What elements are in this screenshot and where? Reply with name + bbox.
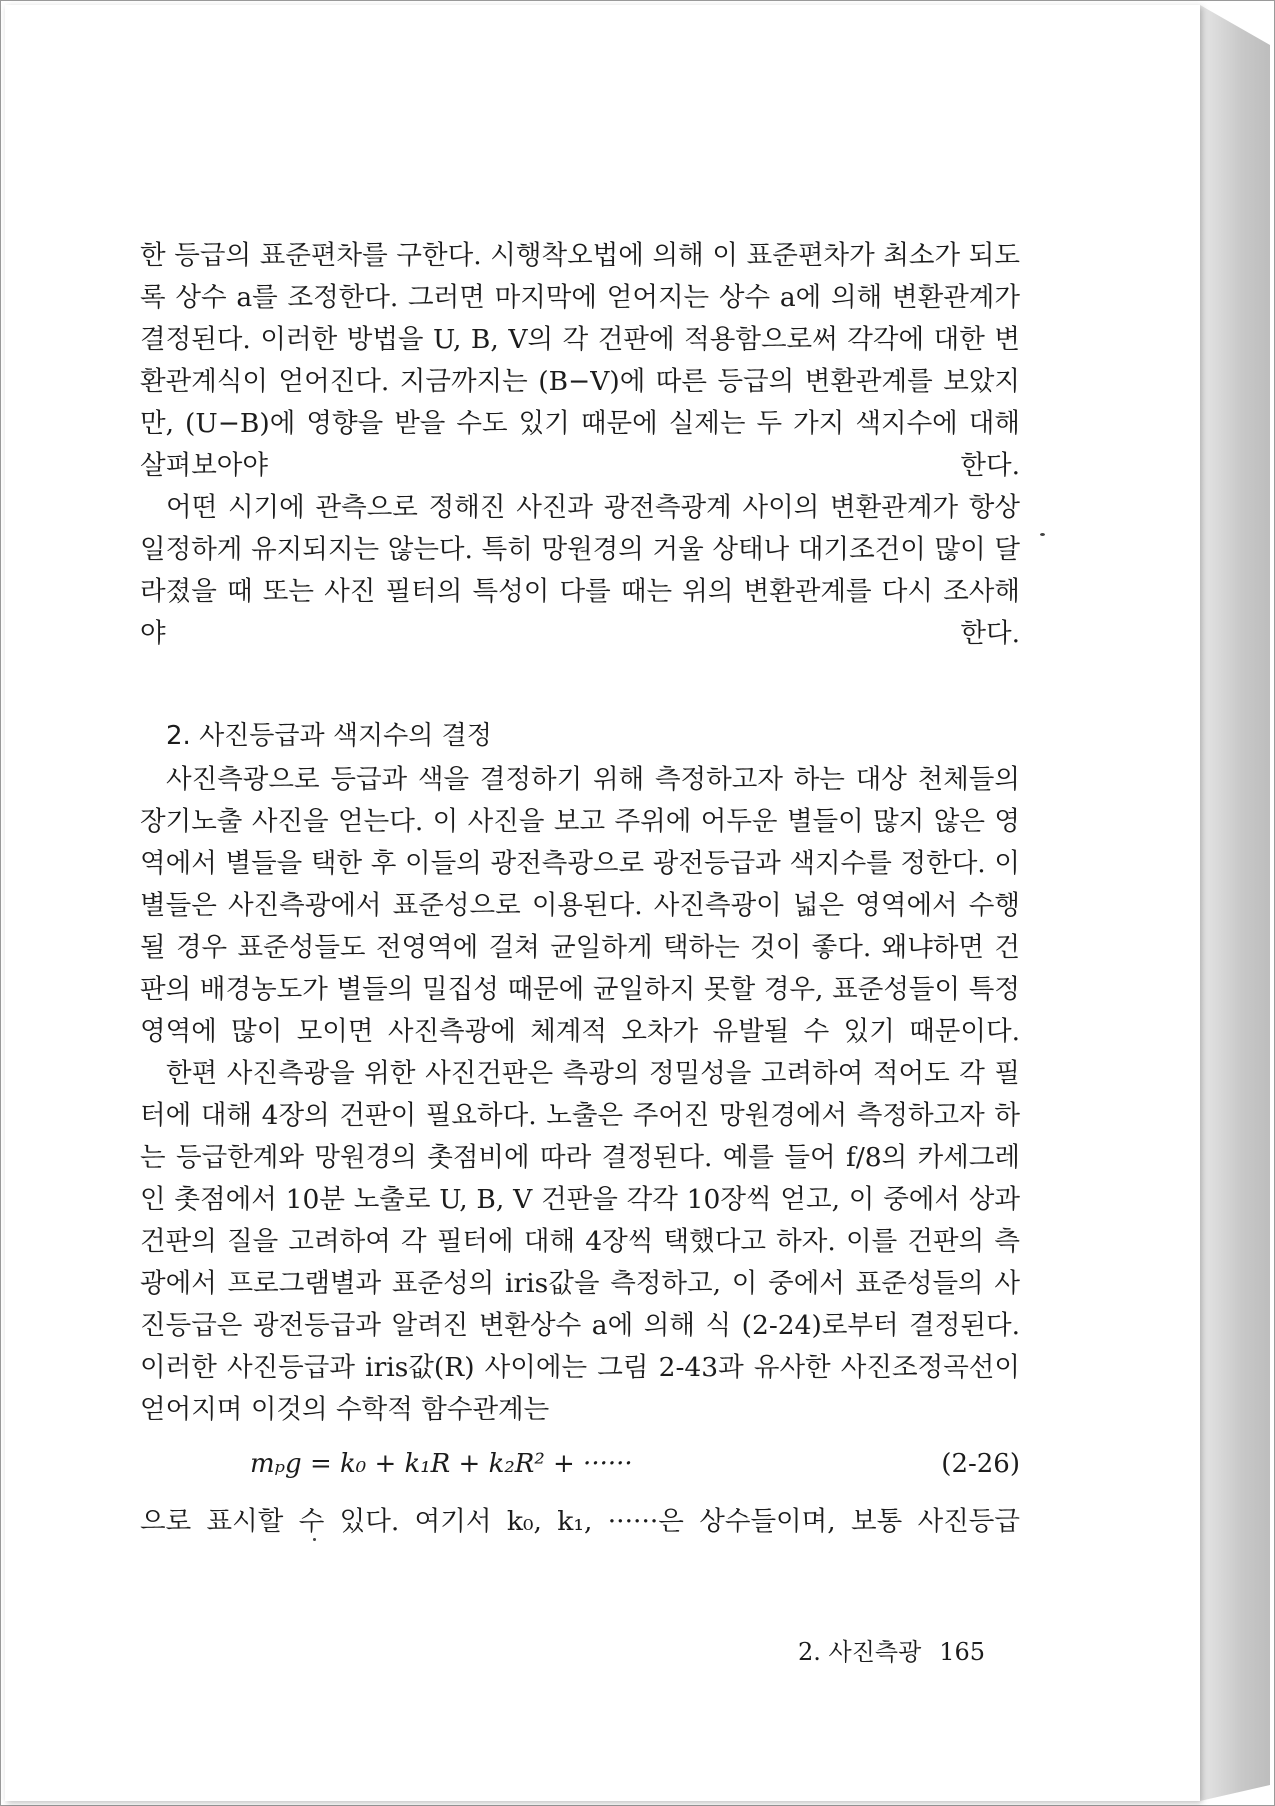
page-body — [140, 235, 1020, 1543]
equation-number: (2-26) — [941, 1449, 1020, 1479]
paragraph-1: 한 등급의 표준편차를 구한다. 시행착오법에 의해 이 표준편차가 최소가 되도록 상수 a를 조정한다. 그러면 마지막에 얻어지는 상수 a에 의해 변환관계가 결정된다. 이러한 방법을 U, B, V의 각 건판에 적용함으로써 각각에 대한 변환관계식이 얻어진다. 지금까지는 (B−V)에 따른 등급의 변환관계를 보았지만, (U−B)에 영향을 받을 수도 있기 때문에 실제는 두 가지 색지수에 대해 살펴보아야 한다. — [140, 240, 1020, 481]
paragraph-3: 사진측광으로 등급과 색을 결정하기 위해 측정하고자 하는 대상 천체들의 장기노출 사진을 얻는다. 이 사진을 보고 주위에 어두운 별들이 많지 않은 영역에서 별들을 택한 후 이들의 광전측광으로 광전등급과 색지수를 정한다. 이 별들은 사진측광에서 표준성으로 이용된다. 사진측광이 넓은 영역에서 수행될 경우 표준성들도 전영역에 걸쳐 균일하게 택하는 것이 좋다. 왜냐하면 건판의 배경농도가 별들의 밀집성 때문에 균일하지 못할 경우, 표준성들이 특정영역에 많이 모이면 사진측광에 체계적 오차가 유발될 수 있기 때문이다. — [140, 764, 1020, 1047]
footer-section-title: 2. 사진측광 — [798, 1638, 922, 1666]
paragraph-2: 어떤 시기에 관측으로 정해진 사진과 광전측광계 사이의 변환관계가 항상 일정하게 유지되지는 않는다. 특히 망원경의 거울 상태나 대기조건이 많이 달라졌을 때 또는 사진 필터의 특성이 다를 때는 위의 변환관계를 다시 조사해야 한다. — [140, 492, 1020, 649]
section-heading: 2. 사진등급과 색지수의 결정 — [166, 721, 492, 751]
equation: mₚg = k₀ + k₁R + k₂R² + ······ — [250, 1449, 633, 1479]
scan-speck — [1040, 533, 1045, 536]
equation-row — [140, 1441, 1020, 1501]
page-number: 165 — [939, 1638, 986, 1666]
page-stack-edge — [1200, 5, 1270, 1801]
paragraph-4: 한편 사진측광을 위한 사진건판은 측광의 정밀성을 고려하여 적어도 각 필터에 대해 4장의 건판이 필요하다. 노출은 주어진 망원경에서 측정하고자 하는 등급한계와 망원경의 촛점비에 따라 결정된다. 예를 들어 f/8의 카세그레인 촛점에서 10분 노출로 U, B, V 건판을 각각 10장씩 얻고, 이 중에서 상과 건판의 질을 고려하여 각 필터에 대해 4장씩 택했다고 하자. 이를 건판의 측광에서 프로그램별과 표준성의 iris값을 측정하고, 이 중에서 표준성들의 사진등급은 광전등급과 알려진 변환상수 a에 의해 식 (2-24)로부터 결정된다. 이러한 사진등급과 iris값(R) 사이에는 그림 2-43과 유사한 사진조정곡선이 얻어지며 이것의 수학적 함수관계는 — [140, 1058, 1020, 1425]
paragraph-after-equation: 으로 표시할 수 있다. 여기서 k₀, k₁, ······은 상수들이며, 보통 사진등급 — [140, 1506, 1020, 1537]
running-footer — [798, 1632, 985, 1667]
